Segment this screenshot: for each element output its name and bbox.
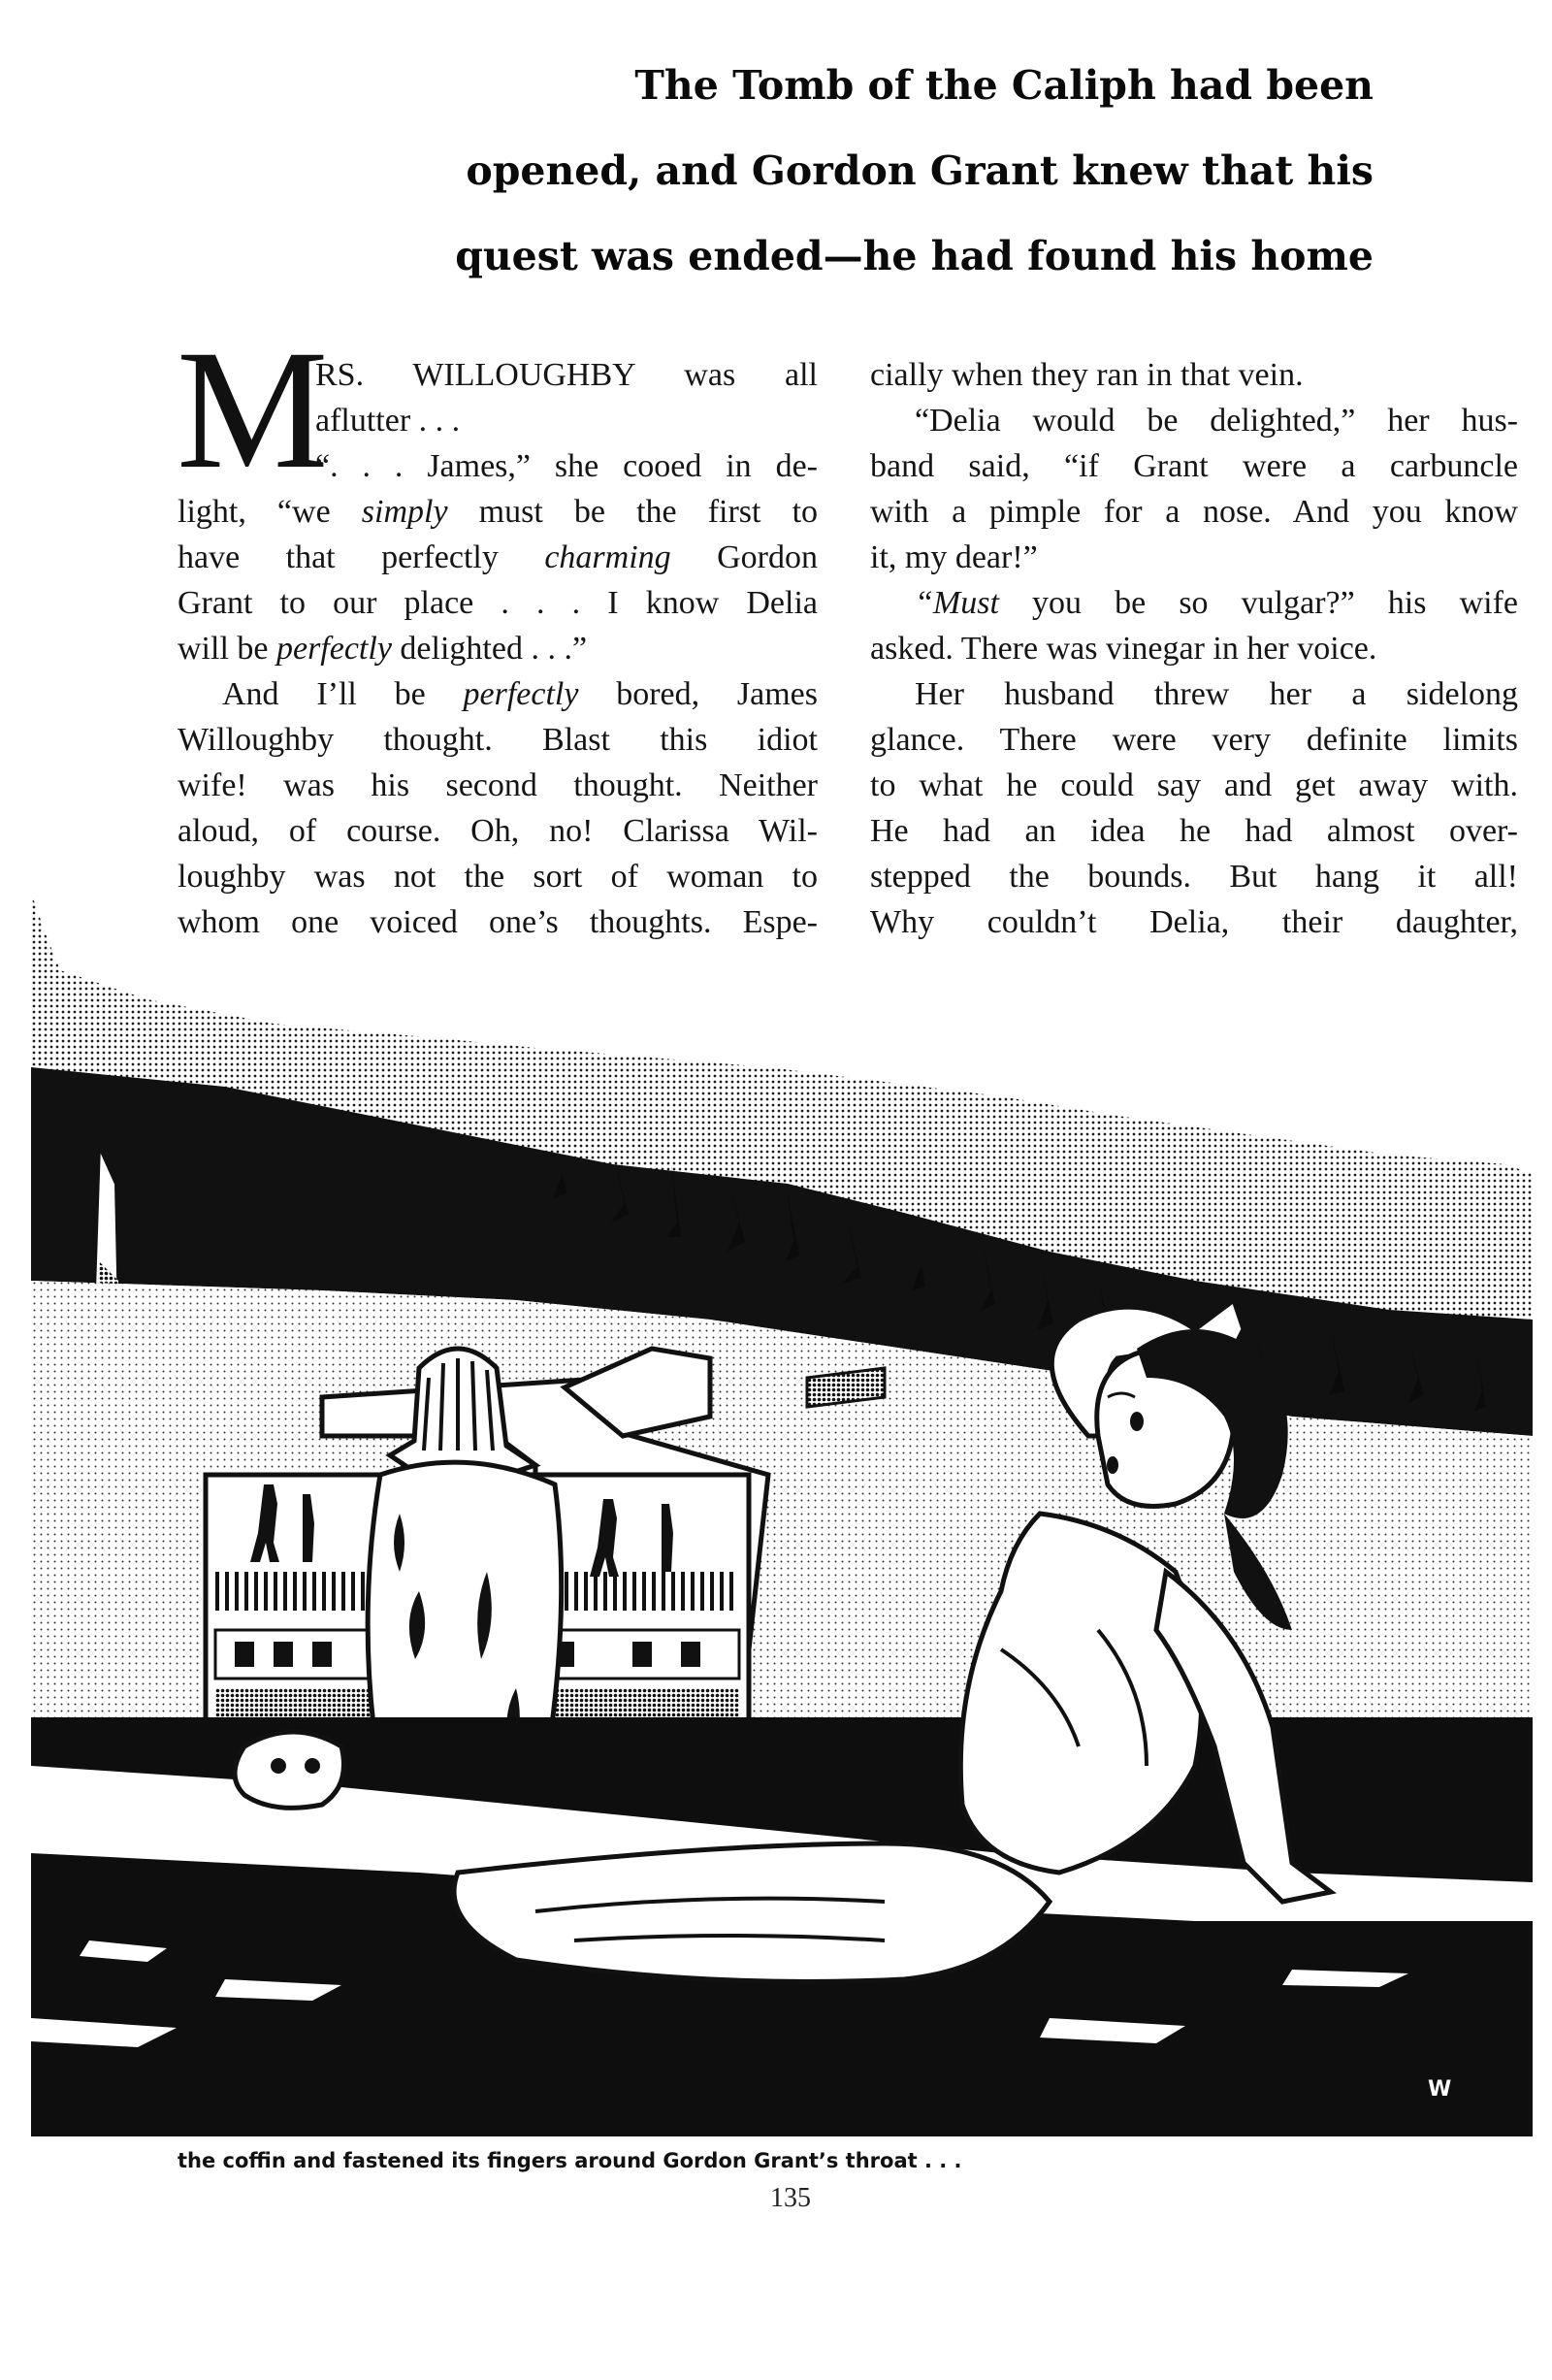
text-line: wife! was his second thought. Neither: [178, 767, 818, 803]
text-line: [870, 580, 1518, 626]
text-line: [178, 626, 818, 671]
emphasis-simply: simply: [361, 494, 448, 530]
body-column-left: [178, 352, 818, 945]
text-line: asked. There was vinegar in her voice.: [870, 631, 1377, 667]
emphasis-charming: charming: [544, 539, 671, 575]
text-line: glance. There were very definite limits: [870, 722, 1518, 758]
text-segment: you be so vulgar?” his wife: [998, 585, 1518, 621]
artist-signature: W: [1428, 2077, 1452, 2102]
text-line: Her husband threw her a sidelong: [915, 676, 1518, 712]
text-line: loughby was not the sort of woman to: [178, 859, 818, 895]
text-segment: will be: [178, 631, 276, 667]
text-segment: light, “we: [178, 494, 362, 530]
text-line: “. . . James,” she cooed in de-: [315, 448, 818, 484]
drop-cap: M: [177, 315, 329, 505]
emphasis-perfectly: perfectly: [463, 676, 579, 712]
page-number: 135: [770, 2183, 811, 2213]
text-line: RS. WILLOUGHBY was all: [315, 357, 818, 393]
text-line: stepped the bounds. But hang it all!: [870, 859, 1518, 895]
text-segment: delighted . . .”: [391, 631, 588, 667]
text-line: Why couldn’t Delia, their daughter,: [870, 904, 1518, 940]
headline-line-1: The Tomb of the Caliph had been: [634, 62, 1374, 109]
text-line: [178, 671, 818, 717]
headline-line-3: quest was ended—he had found his home: [455, 233, 1374, 279]
body-column-right: [870, 352, 1518, 945]
text-segment: must be the first to: [447, 494, 818, 530]
text-line: cially when they ran in that vein.: [870, 357, 1304, 393]
illustration-caption: the coffin and fastened its fingers around Gordon Grant’s throat . . .: [178, 2149, 962, 2172]
text-line: [178, 535, 818, 580]
text-line: band said, “if Grant were a carbuncle: [870, 448, 1518, 484]
emphasis-perfectly: perfectly: [275, 631, 392, 667]
text-line: He had an idea he had almost over-: [870, 813, 1518, 849]
text-line: it, my dear!”: [870, 539, 1038, 575]
text-line: aflutter . . .: [315, 403, 461, 439]
skull: [235, 1732, 344, 1808]
text-line: aloud, of course. Oh, no! Clarissa Wil-: [178, 813, 818, 849]
headline: [320, 43, 1374, 299]
text-line: whom one voiced one’s thoughts. Espe-: [178, 904, 818, 940]
text-segment: And I’ll be: [222, 676, 464, 712]
story-illustration: [31, 893, 1533, 2136]
text-line: Willoughby thought. Blast this idiot: [178, 722, 818, 758]
headline-line-2: opened, and Gordon Grant knew that his: [466, 147, 1374, 194]
text-segment: Gordon: [670, 539, 818, 575]
text-line: with a pimple for a nose. And you know: [870, 494, 1518, 530]
text-segment: bored, James: [578, 676, 818, 712]
emphasis-must: “Must: [915, 585, 999, 621]
text-line: Grant to our place . . . I know Delia: [178, 585, 818, 621]
text-segment: have that perfectly: [178, 539, 545, 575]
text-line: “Delia would be delighted,” her hus-: [915, 403, 1518, 439]
text-line: to what he could say and get away with.: [870, 767, 1518, 803]
text-line: [178, 489, 818, 535]
